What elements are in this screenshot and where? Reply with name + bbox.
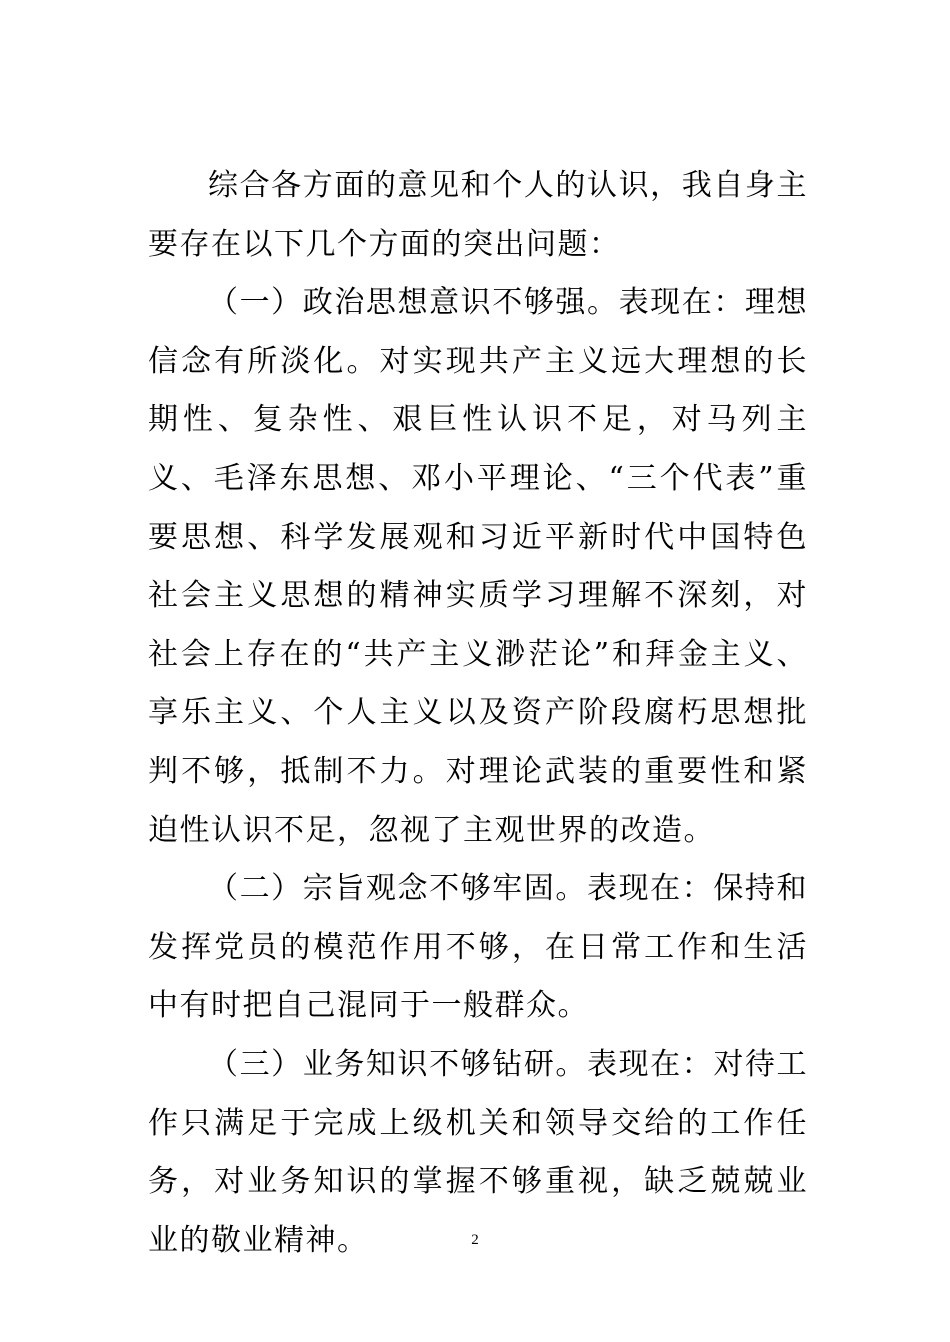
paragraph-text: 综合各方面的意见和个人的认识，我自身主要存在以下几个方面的突出问题：: [148, 168, 808, 262]
paragraph-text: 表现在：对待工作只满足于完成上级机关和领导交给的工作任务，对业务知识的掌握不够重视，缺乏兢兢业业的敬业精神。: [148, 1046, 808, 1258]
paragraph-text: 表现在：理想信念有所淡化。对实现共产主义远大理想的长期性、复杂性、艰巨性认识不足，对马列主义、毛泽东思想、邓小平理论、“三个代表”重要思想、科学发展观和习近平新时代中国特色社会主义思想的精神实质学习理解不深刻，对社会上存在的“共产主义渺茫论”和拜金主义、享乐主义、个人主义以及资产阶段腐朽思想批判不够，抵制不力。对理论武装的重要性和紧迫性认识不足，忽视了主观世界的改造。: [148, 285, 809, 848]
paragraph-lead: （一）政治思想意识不够强。: [208, 285, 619, 321]
paragraph-intro: [148, 157, 808, 274]
body-text: [148, 157, 808, 1270]
page-number: 2: [471, 1232, 479, 1248]
paragraph-purpose-concept: [148, 860, 808, 1036]
paragraph-lead: （二）宗旨观念不够牢固。: [208, 871, 587, 907]
paragraph-lead: （三）业务知识不够钻研。: [208, 1046, 587, 1082]
paragraph-text: 表现在：保持和发挥党员的模范作用不够，在日常工作和生活中有时把自己混同于一般群众。: [148, 871, 808, 1024]
paragraph-political-awareness: [148, 274, 808, 860]
